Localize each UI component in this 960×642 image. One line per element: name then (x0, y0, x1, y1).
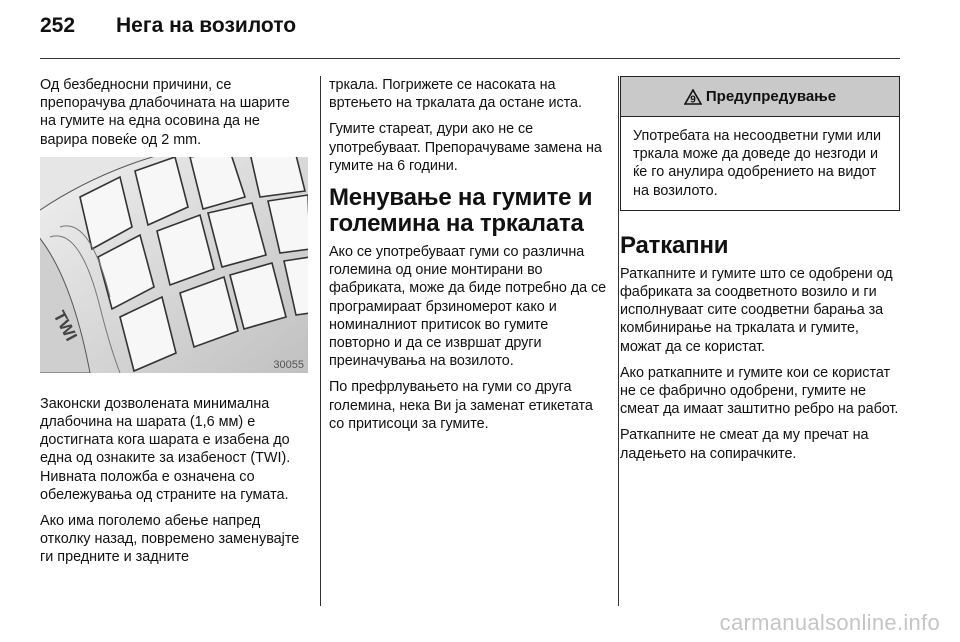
svg-text:9: 9 (690, 94, 696, 105)
col2-paragraph-2: Гумите стареат, дури ако не се употребуваат. Препорачуваме замена на гумите на 6 години. (329, 121, 602, 174)
col1-paragraph-2: Законски дозволената минимална длабочина на шарата (1,6 мм) е достигната кога шарата е изабена до една од ознаките за изабеност (TWI). Нивната положба е означена со обележувања од страните на гумата. (40, 395, 291, 503)
section-heading-tire-change: Менување на гумите и големина на тркалата (329, 184, 593, 238)
column-3 (620, 76, 900, 471)
col2-paragraph-4: По префрлувањето на гуми со друга големина, нека Ви ја заменат етикетата со притисоци за гумите. (329, 379, 593, 432)
section-heading-hubcaps: Раткапни (620, 231, 729, 259)
column-divider-2 (618, 76, 619, 606)
col2-paragraph-3: Ако се употребуваат гуми со различна големина од оние монтирани во фабриката, може да биде потребно да се програмираат брзиномерот како и номиналниот притисок во гумите повторно и да се извршат други преиначувања на возилото. (329, 244, 607, 370)
warning-triangle-icon (684, 89, 702, 105)
warning-header (621, 77, 899, 117)
page-number: 252 (40, 14, 76, 37)
column-1 (40, 76, 308, 575)
tire-tread-figure (40, 157, 308, 373)
column-2 (329, 76, 607, 441)
col3-paragraph-1: Раткапните и гумите што се одобрени од фабриката за соодветното возило и ги исполнуваат сите соодветни барања за комбинирање на тркалата и гумите, можат да се користат. (620, 265, 893, 355)
warning-title: Предупредување (705, 88, 837, 105)
tire-tread-illustration (40, 157, 308, 373)
col3-paragraph-3: Раткапните не смеат да му пречат на ладењето на сопирачките. (620, 427, 869, 462)
figure-code: 30055 (273, 358, 304, 371)
col3-paragraph-2: Ако раткапните и гумите кои се користат не се фабрично одобрени, гумите не смеат да имаат заштитно ребро на работ. (620, 364, 899, 418)
col1-paragraph-1: Од безбедносни причини, се препорачува длабочината на шарите на гумите на една осовина да не варира повеќе од 2 mm. (40, 77, 290, 148)
twi-marker-label: TWI (49, 307, 81, 344)
page-header (40, 14, 296, 50)
header-divider (40, 58, 900, 59)
col1-paragraph-3: Ако има поголемо абење напред отколку назад, повремено заменувајте ги предните и задните (40, 513, 300, 566)
page-title: Нега на возилото (116, 14, 297, 37)
warning-box (620, 76, 900, 211)
warning-body: Употребата на несоодветни гуми или тркала може да доведе до незгоди и ќе го анулира одобрението на видот на возилото. (633, 128, 882, 199)
watermark: carmanualsonline.info (719, 610, 940, 635)
col2-paragraph-1: тркала. Погрижете се насоката на вртењето на тркалата да остане иста. (329, 77, 582, 112)
column-divider-1 (320, 76, 321, 606)
